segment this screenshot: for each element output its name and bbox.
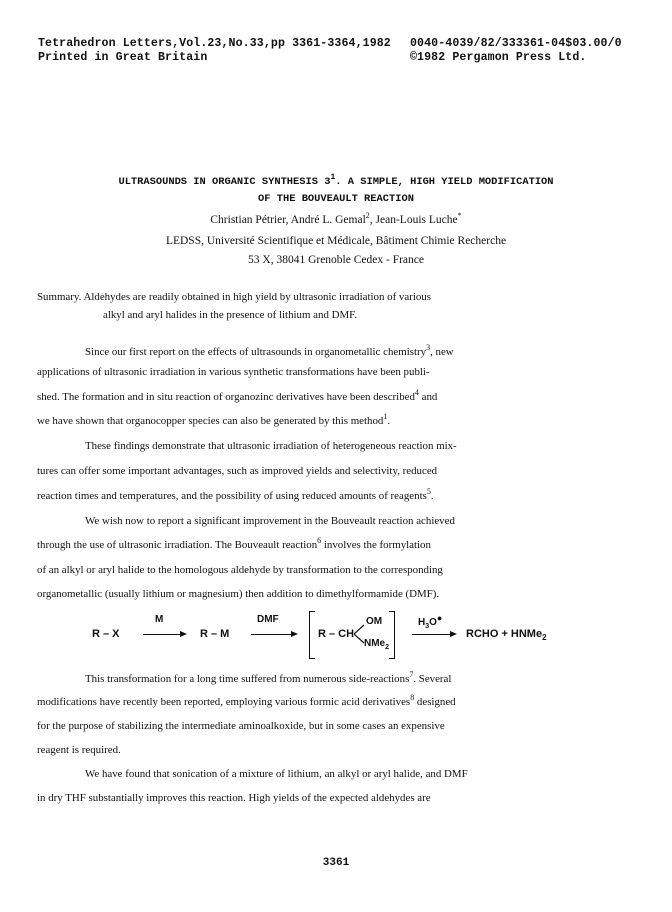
arrow-label-metal: M xyxy=(155,614,164,625)
organometallic: R – M xyxy=(200,628,230,640)
summary-line-2: alkyl and aryl halides in the presence of lithium and DMF. xyxy=(103,309,358,321)
author-address: 53 X, 38041 Grenoble Cedex - France xyxy=(248,254,424,266)
para4-line-3: for the purpose of stabilizing the intermediate aminoalkoxide, but in some cases an expensive xyxy=(37,720,445,732)
arrowhead-3 xyxy=(450,631,457,637)
para3-line-3: of an alkyl or aryl halide to the homologous aldehyde by transformation to the corresponding xyxy=(37,564,443,576)
intermediate-carbon: R – CH xyxy=(318,628,355,640)
para5-line-2: in dry THF substantially improves this reaction. High yields of the expected aldehydes are xyxy=(37,792,431,804)
reaction-products: RCHO + HNMe$_2$ xyxy=(466,628,547,643)
para1-line-4: we have shown that organocopper species can also be generated by this method$^1$. xyxy=(37,412,391,427)
printed-location: Printed in Great Britain xyxy=(38,51,208,64)
para2-line-3: reaction times and temperatures, and the possibility of using reduced amounts of reagents$^5$. xyxy=(37,487,434,502)
arrowhead-1 xyxy=(180,631,187,637)
journal-citation: Tetrahedron Letters,Vol.23,No.33,pp 3361-3364,1982 xyxy=(38,37,391,50)
summary-line-1: Summary. Aldehydes are readily obtained in high yield by ultrasonic irradiation of various xyxy=(37,291,431,303)
copyright-notice: ©1982 Pergamon Press Ltd. xyxy=(410,51,587,64)
para3-line-1: We wish now to report a significant improvement in the Bouveault reaction achieved xyxy=(85,515,455,527)
bracket-right xyxy=(389,611,395,659)
para1-line-1: Since our first report on the effects of ultrasounds in organometallic chemistry$^3$, new xyxy=(85,343,454,358)
author-list: Christian Pétrier, André L. Gemal$^2$, Jean-Louis Luche* xyxy=(210,211,462,226)
arrowhead-2 xyxy=(291,631,298,637)
para1-line-3: shed. The formation and in situ reaction of organozinc derivatives have been described$^4$ and xyxy=(37,388,438,403)
para3-line-2: through the use of ultrasonic irradiation. The Bouveault reaction$^6$ involves the formylation xyxy=(37,536,431,551)
para5-line-1: We have found that sonication of a mixture of lithium, an alkyl or aryl halide, and DMF xyxy=(85,768,468,780)
para2-line-2: tures can offer some important advantages, such as improved yields and selectivity, reduced xyxy=(37,465,438,477)
para3-line-4: organometallic (usually lithium or magnesium) then addition to dimethylformamide (DMF). xyxy=(37,588,440,600)
summary-label: Summary. xyxy=(37,291,82,303)
para1-line-2: applications of ultrasonic irradiation in various synthetic transformations have been publi- xyxy=(37,366,430,378)
reaction-arrow-1 xyxy=(143,634,180,635)
page-number: 3361 xyxy=(322,857,350,869)
issn-code: 0040-4039/82/333361-04$03.00/0 xyxy=(410,37,622,50)
bracket-left xyxy=(309,611,315,659)
para4-line-1: This transformation for a long time suffered from numerous side-reactions$^7$. Several xyxy=(85,670,452,685)
arrow-label-dmf: DMF xyxy=(257,614,279,625)
title-line-2: OF THE BOUVEAULT REACTION xyxy=(258,193,414,205)
para2-line-1: These findings demonstrate that ultrasonic irradiation of heterogeneous reaction mix- xyxy=(85,440,457,452)
reactant-alkyl-halide: R – X xyxy=(92,628,120,640)
author-affiliation: LEDSS, Université Scientifique et Médicale, Bâtiment Chimie Recherche xyxy=(165,235,507,247)
para4-line-4: reagent is required. xyxy=(37,744,121,756)
reaction-arrow-2 xyxy=(251,634,291,635)
dimethylamino-group: NMe$_2$ xyxy=(364,638,390,651)
alkoxide-group: OM xyxy=(366,616,383,627)
arrow-label-hydronium: $H_3O●$ xyxy=(418,613,443,630)
reaction-arrow-3 xyxy=(412,634,450,635)
title-line-1: ULTRASOUNDS IN ORGANIC SYNTHESIS $3^1$. A SIMPLE, HIGH YIELD MODIFICATION xyxy=(118,173,554,188)
para4-line-2: modifications have recently been reported, employing various formic acid derivatives$^8$ designed xyxy=(37,693,456,708)
